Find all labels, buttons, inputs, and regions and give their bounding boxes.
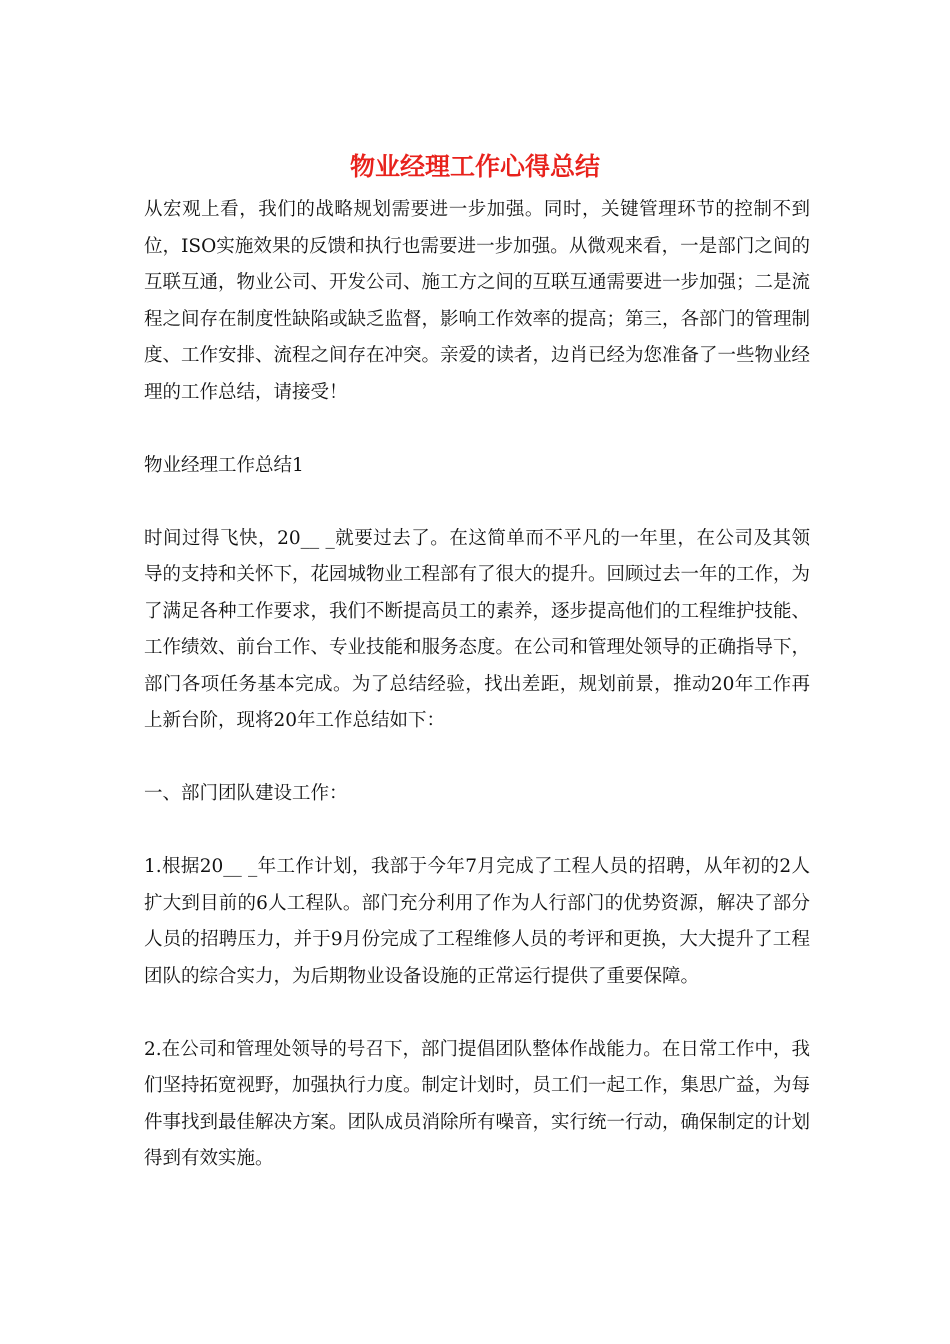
section-heading-summary-1: 物业经理工作总结1	[144, 454, 304, 476]
list-item-1: 1.根据20__ _年工作计划，我部于今年7月完成了工程人员的招聘，从年初的2人扩大到目前的6人工程队。部门充分利用了作为人行部门的优势资源，解决了部分人员的招聘压力，并于9月份完成了工程维修人员的考评和更换，大大提升了工程团队的综合实力，为后期物业设备设施的正常运行提供了重要保障。	[144, 856, 810, 987]
section-heading-team-building: 一、部门团队建设工作：	[144, 783, 348, 804]
document-title: 物业经理工作心得总结	[349, 152, 600, 181]
document-body	[144, 192, 810, 1178]
list-item-2: 2.在公司和管理处领导的号召下，部门提倡团队整体作战能力。在日常工作中，我们坚持拓宽视野，加强执行力度。制定计划时，员工们一起工作，集思广益，为每件事找到最佳解决方案。团队成员消除所有噪音，实行统一行动，确保制定的计划得到有效实施。	[144, 1038, 811, 1169]
body-paragraph-overview: 时间过得飞快，20__ _就要过去了。在这简单而不平凡的一年里，在公司及其领导的支持和关怀下，花园城物业工程部有了很大的提升。回顾过去一年的工作，为了满足各种工作要求，我们不断提高员工的素养，逐步提高他们的工程维护技能、工作绩效、前台工作、专业技能和服务态度。在公司和管理处领导的正确指导下，部门各项任务基本完成。为了总结经验，找出差距，规划前景，推动20年工作再上新台阶，现将20年工作总结如下：	[144, 527, 811, 731]
intro-paragraph: 从宏观上看，我们的战略规划需要进一步加强。同时，关键管理环节的控制不到位，ISO实施效果的反馈和执行也需要进一步加强。从微观来看，一是部门之间的互联互通，物业公司、开发公司、施工方之间的互联互通需要进一步加强；二是流程之间存在制度性缺陷或缺乏监督，影响工作效率的提高；第三，各部门的管理制度、工作安排、流程之间存在冲突。亲爱的读者，边肖已经为您准备了一些物业经理的工作总结，请接受！	[144, 199, 811, 403]
